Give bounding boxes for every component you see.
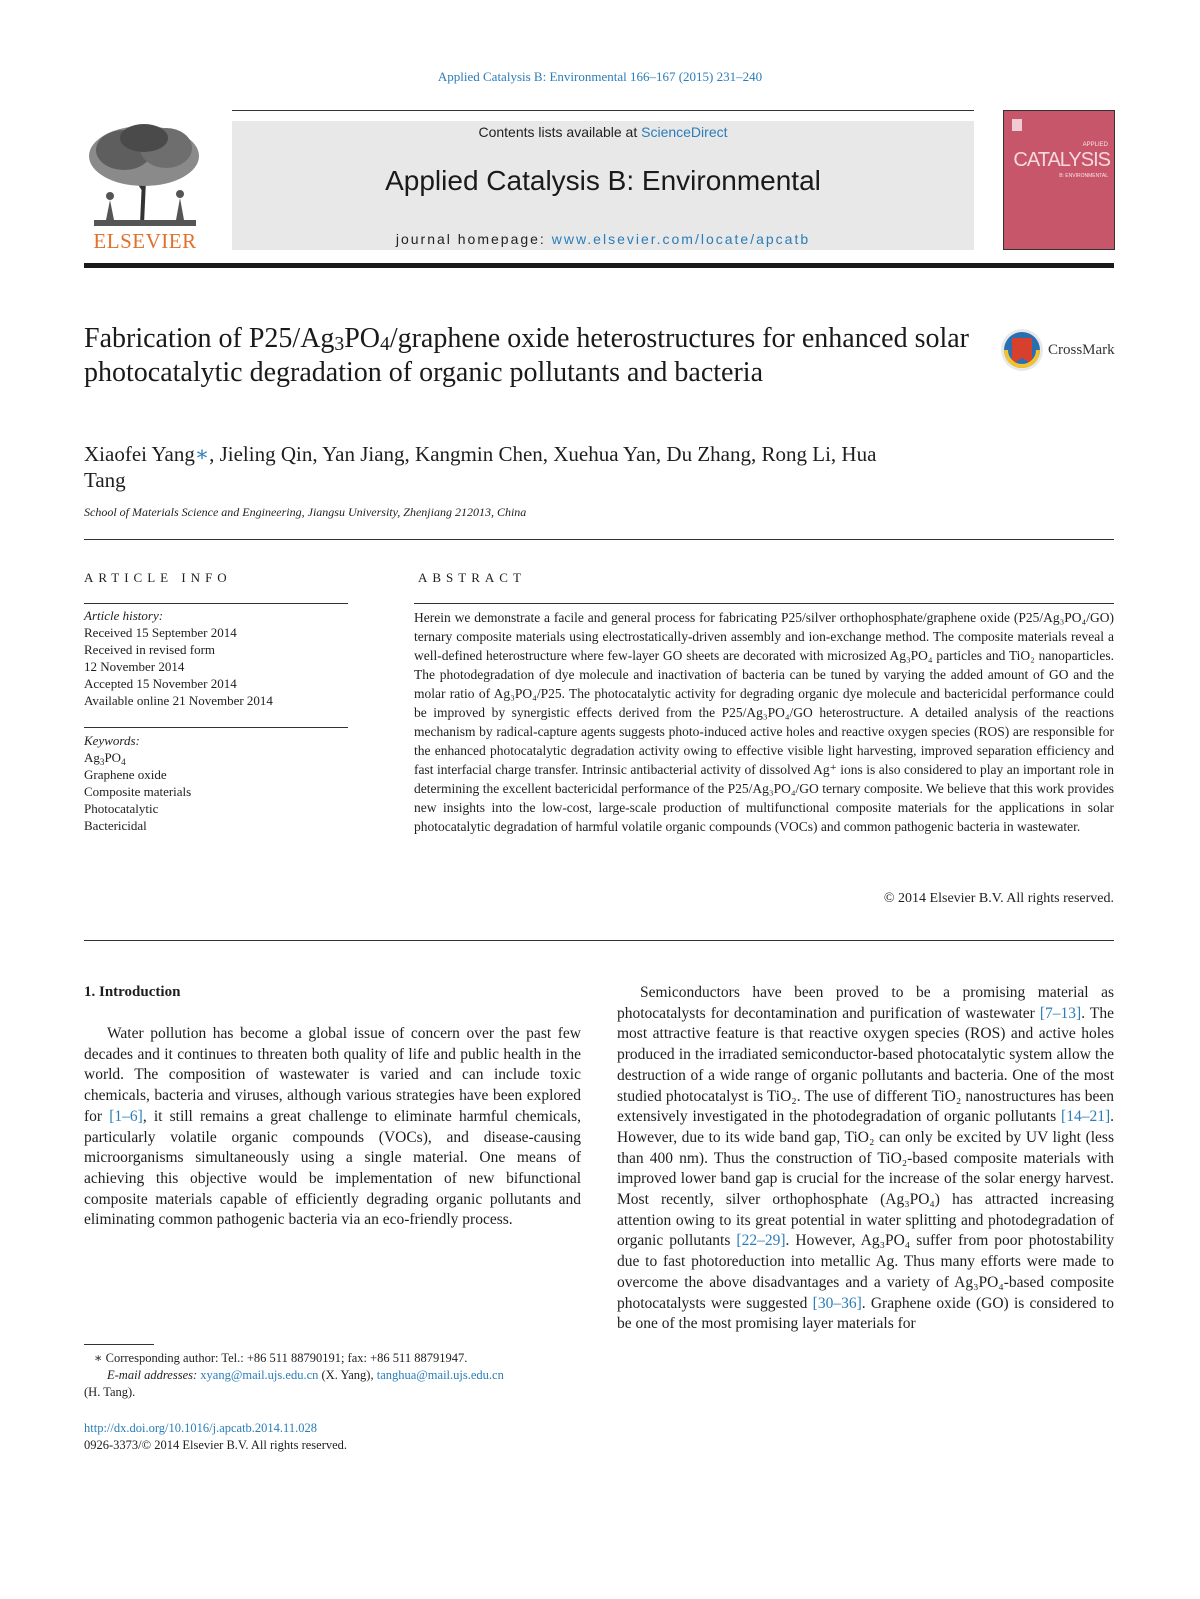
email-link[interactable]: xyang@mail.ujs.edu.cn	[200, 1368, 319, 1382]
article-info-heading: ARTICLE INFO	[84, 570, 232, 585]
section-heading: 1. Introduction	[84, 984, 181, 1000]
abstract-copyright: © 2014 Elsevier B.V. All rights reserved.	[883, 891, 1114, 906]
history-label: Article history:	[84, 608, 164, 623]
homepage-prefix: journal homepage:	[395, 231, 552, 247]
paragraph-text: . Graphene oxide (GO) is considered to be one of the most promising layer materials for	[617, 1294, 1114, 1333]
citation-link[interactable]: [7–13]	[1039, 1004, 1082, 1022]
homepage-line	[232, 231, 974, 247]
keywords	[84, 732, 191, 834]
history-item: Received in revised form	[84, 642, 216, 657]
crossmark-label: CrossMark	[1048, 342, 1115, 358]
corresponding-author-note	[84, 1350, 584, 1367]
footnote-divider	[84, 1344, 154, 1345]
keywords-label: Keywords:	[84, 733, 140, 748]
history-item: Received 15 September 2014	[84, 625, 237, 640]
issn-line: 0926-3373/© 2014 Elsevier B.V. All rights reserved.	[84, 1438, 348, 1452]
journal-cover[interactable]	[1003, 110, 1115, 250]
authors	[84, 441, 884, 493]
doi-block	[84, 1420, 347, 1454]
divider	[414, 603, 1114, 604]
authors-rest: , Jieling Qin, Yan Jiang, Kangmin Chen, Xuehua Yan, Du Zhang, Rong Li, Hua Tang	[84, 442, 877, 492]
contents-line	[232, 124, 974, 140]
keyword-item: Photocatalytic	[84, 801, 159, 816]
citation-link[interactable]: [30–36]	[812, 1294, 862, 1312]
intro-paragraph	[84, 1024, 581, 1231]
divider	[84, 603, 348, 604]
keyword-item	[84, 749, 191, 766]
elsevier-wordmark: ELSEVIER	[93, 229, 197, 253]
citation-link[interactable]: [1–6]	[109, 1107, 143, 1125]
email-owner-line: (H. Tang).	[84, 1385, 136, 1399]
paragraph-text: . However, Ag₃PO₄ suffer from poor photostability due to fast photoreduction into metallic Ag. Thus many efforts were made to overcome the above disadvantages and a variety of Ag₃PO₄-based composite photocatalysts were suggested	[617, 1232, 1114, 1312]
corresponding-mark[interactable]: ∗	[194, 442, 210, 466]
title-part: Fabrication of P25/Ag	[84, 323, 335, 354]
cover-title: CATALYSIS	[1013, 149, 1110, 171]
sciencedirect-link[interactable]: ScienceDirect	[641, 124, 728, 140]
keyword-subscript: 4	[121, 757, 126, 767]
journal-name: Applied Catalysis B: Environmental	[385, 165, 821, 196]
cover-small-text: APPLIED	[1082, 142, 1108, 148]
article-title	[84, 322, 974, 390]
right-column-paragraph	[617, 983, 1114, 1335]
email-link[interactable]: tanghua@mail.ujs.edu.cn	[376, 1368, 504, 1382]
email-owner: (X. Yang),	[318, 1368, 377, 1382]
cover-logo	[1012, 119, 1022, 131]
keyword-part: Ag	[84, 750, 100, 765]
journal-reference[interactable]: Applied Catalysis B: Environmental 166–167 (2015) 231–240	[437, 69, 763, 84]
crossmark-badge[interactable]	[1000, 328, 1120, 372]
keyword-item: Graphene oxide	[84, 767, 167, 782]
footnote-mark: ∗	[94, 1351, 103, 1365]
keyword-item: Composite materials	[84, 784, 192, 799]
title-subscript: 3	[334, 334, 345, 355]
footnote-text: Corresponding author: Tel.: +86 511 88790191; fax: +86 511 88791947.	[102, 1351, 468, 1365]
elsevier-logo	[84, 120, 206, 254]
top-divider	[232, 110, 974, 111]
title-part: /graphene oxide heterostructures for enhanced solar photocatalytic degradation of organic pollutants and bacteria	[84, 323, 970, 388]
paragraph-text: Water pollution has become a global issue of concern over the past few decades and it continues to threaten both quality of life and public health in the world. The composition of wastewater is varied and can include toxic chemicals, bacteria and viruses, although various strategies have been explored for	[84, 1025, 581, 1125]
author-first: Xiaofei Yang	[84, 442, 195, 466]
paragraph-text: . However, due to its wide band gap, TiO₂ can only be excited by UV light (less than 400 nm). Thus the construction of TiO₂-based composite materials with improved lower band gap is crucial for the increase of the solar energy harvest. Most recently, silver orthophosphate (Ag₃PO₄) has attracted increasing attention owing to its great potential in water splitting and photodegradation of organic pollutants	[617, 1108, 1114, 1250]
header-thick-divider	[84, 263, 1114, 268]
homepage-link[interactable]: www.elsevier.com/locate/apcatb	[551, 231, 811, 247]
cover-subtitle: B: ENVIRONMENTAL	[1059, 173, 1108, 179]
keyword-part: PO	[104, 750, 122, 765]
paragraph-text: . The most attractive feature is that reactive oxygen species (ROS) and active holes produced in the irradiated semiconductor-based photocatalytic system allow the destruction of a wide range of organic pollutants and bacteria. One of the most studied photocatalyst is TiO₂. The use of different TiO₂ nanostructures has been extensively investigated in the photodegradation of organic pollutants	[617, 1004, 1114, 1126]
history-item: 12 November 2014	[84, 659, 185, 674]
abstract-text: Herein we demonstrate a facile and general process for fabricating P25/silver orthophosphate/graphene oxide (P25/Ag₃PO₄/GO) ternary composite materials using electrostatically-driven assembly and ion-exchange method. The composite materials reveal a well-defined heterostructure where few-layer GO sheets are decorated with microsized Ag₃PO₄ particles and TiO₂ nanoparticles. The photodegradation of dye molecule and inactivation of bacteria can be tuned by varying the added amount of GO and the molar ratio of Ag₃PO₄/P25. The photocatalytic activity for degrading organic dye molecule and bactericidal performance could be improved by synergistic effects derived from the P25/Ag₃PO₄/GO heterostructure. A detailed analysis of the reactions mechanism by radical-capture agents suggests photo-induced active holes and reactive oxygen species (ROS) are responsible for the enhanced photocatalytic degradation activity owing to effective visible light harvesting, improved separation efficiency and fast interfacial charge transfer. Intrinsic antibacterial activity of dissolved Ag⁺ ions is also considered to play an important role in determining the excellent bactericidal performance of the P25/Ag₃PO₄/GO ternary composite. We believe that this work provides new insights into the low-cost, large-scale production of multifunctional composite materials for the applications in solar photocatalytic degradation of harmful volatile organic compounds (VOCs) and common pathogenic bacteria in wastewater.	[414, 610, 1114, 834]
paragraph-text: Semiconductors have been proved to be a promising material as photocatalysts for decontamination and purification of wastewater	[617, 984, 1114, 1022]
history-item: Available online 21 November 2014	[84, 693, 273, 708]
footnote	[84, 1350, 584, 1401]
keyword-subscript: 3	[99, 757, 105, 767]
affiliation: School of Materials Science and Engineering, Jiangsu University, Zhenjiang 212013, China	[84, 505, 527, 519]
keyword-item: Bactericidal	[84, 818, 147, 833]
article-history	[84, 607, 273, 709]
journal-header	[232, 121, 974, 250]
paragraph-text: , it still remains a great challenge to eliminate harmful chemicals, particularly volatile organic compounds (VOCs), and disease-causing microorganisms simultaneously using a single material. One means of achieving this objective would be implementation of new bifunctional composite materials capable of efficiently degrading organic pollutants and eliminating common pathogenic bacteria via an eco-friendly process.	[84, 1107, 582, 1229]
abstract-heading: ABSTRACT	[418, 570, 526, 585]
citation-link[interactable]: [22–29]	[736, 1232, 786, 1250]
email-label: E-mail addresses:	[107, 1368, 201, 1382]
divider	[84, 727, 348, 728]
divider	[84, 539, 1114, 540]
title-part: PO	[344, 323, 381, 354]
email-note	[84, 1367, 584, 1384]
title-subscript: 4	[380, 334, 390, 355]
doi-link[interactable]: http://dx.doi.org/10.1016/j.apcatb.2014.11.028	[84, 1421, 317, 1435]
contents-prefix: Contents lists available at	[478, 124, 642, 140]
divider	[84, 940, 1114, 941]
crossmark-icon	[1000, 328, 1044, 372]
history-item: Accepted 15 November 2014	[84, 676, 237, 691]
citation-link[interactable]: [14–21]	[1061, 1108, 1111, 1126]
elsevier-tree-icon	[84, 120, 206, 228]
